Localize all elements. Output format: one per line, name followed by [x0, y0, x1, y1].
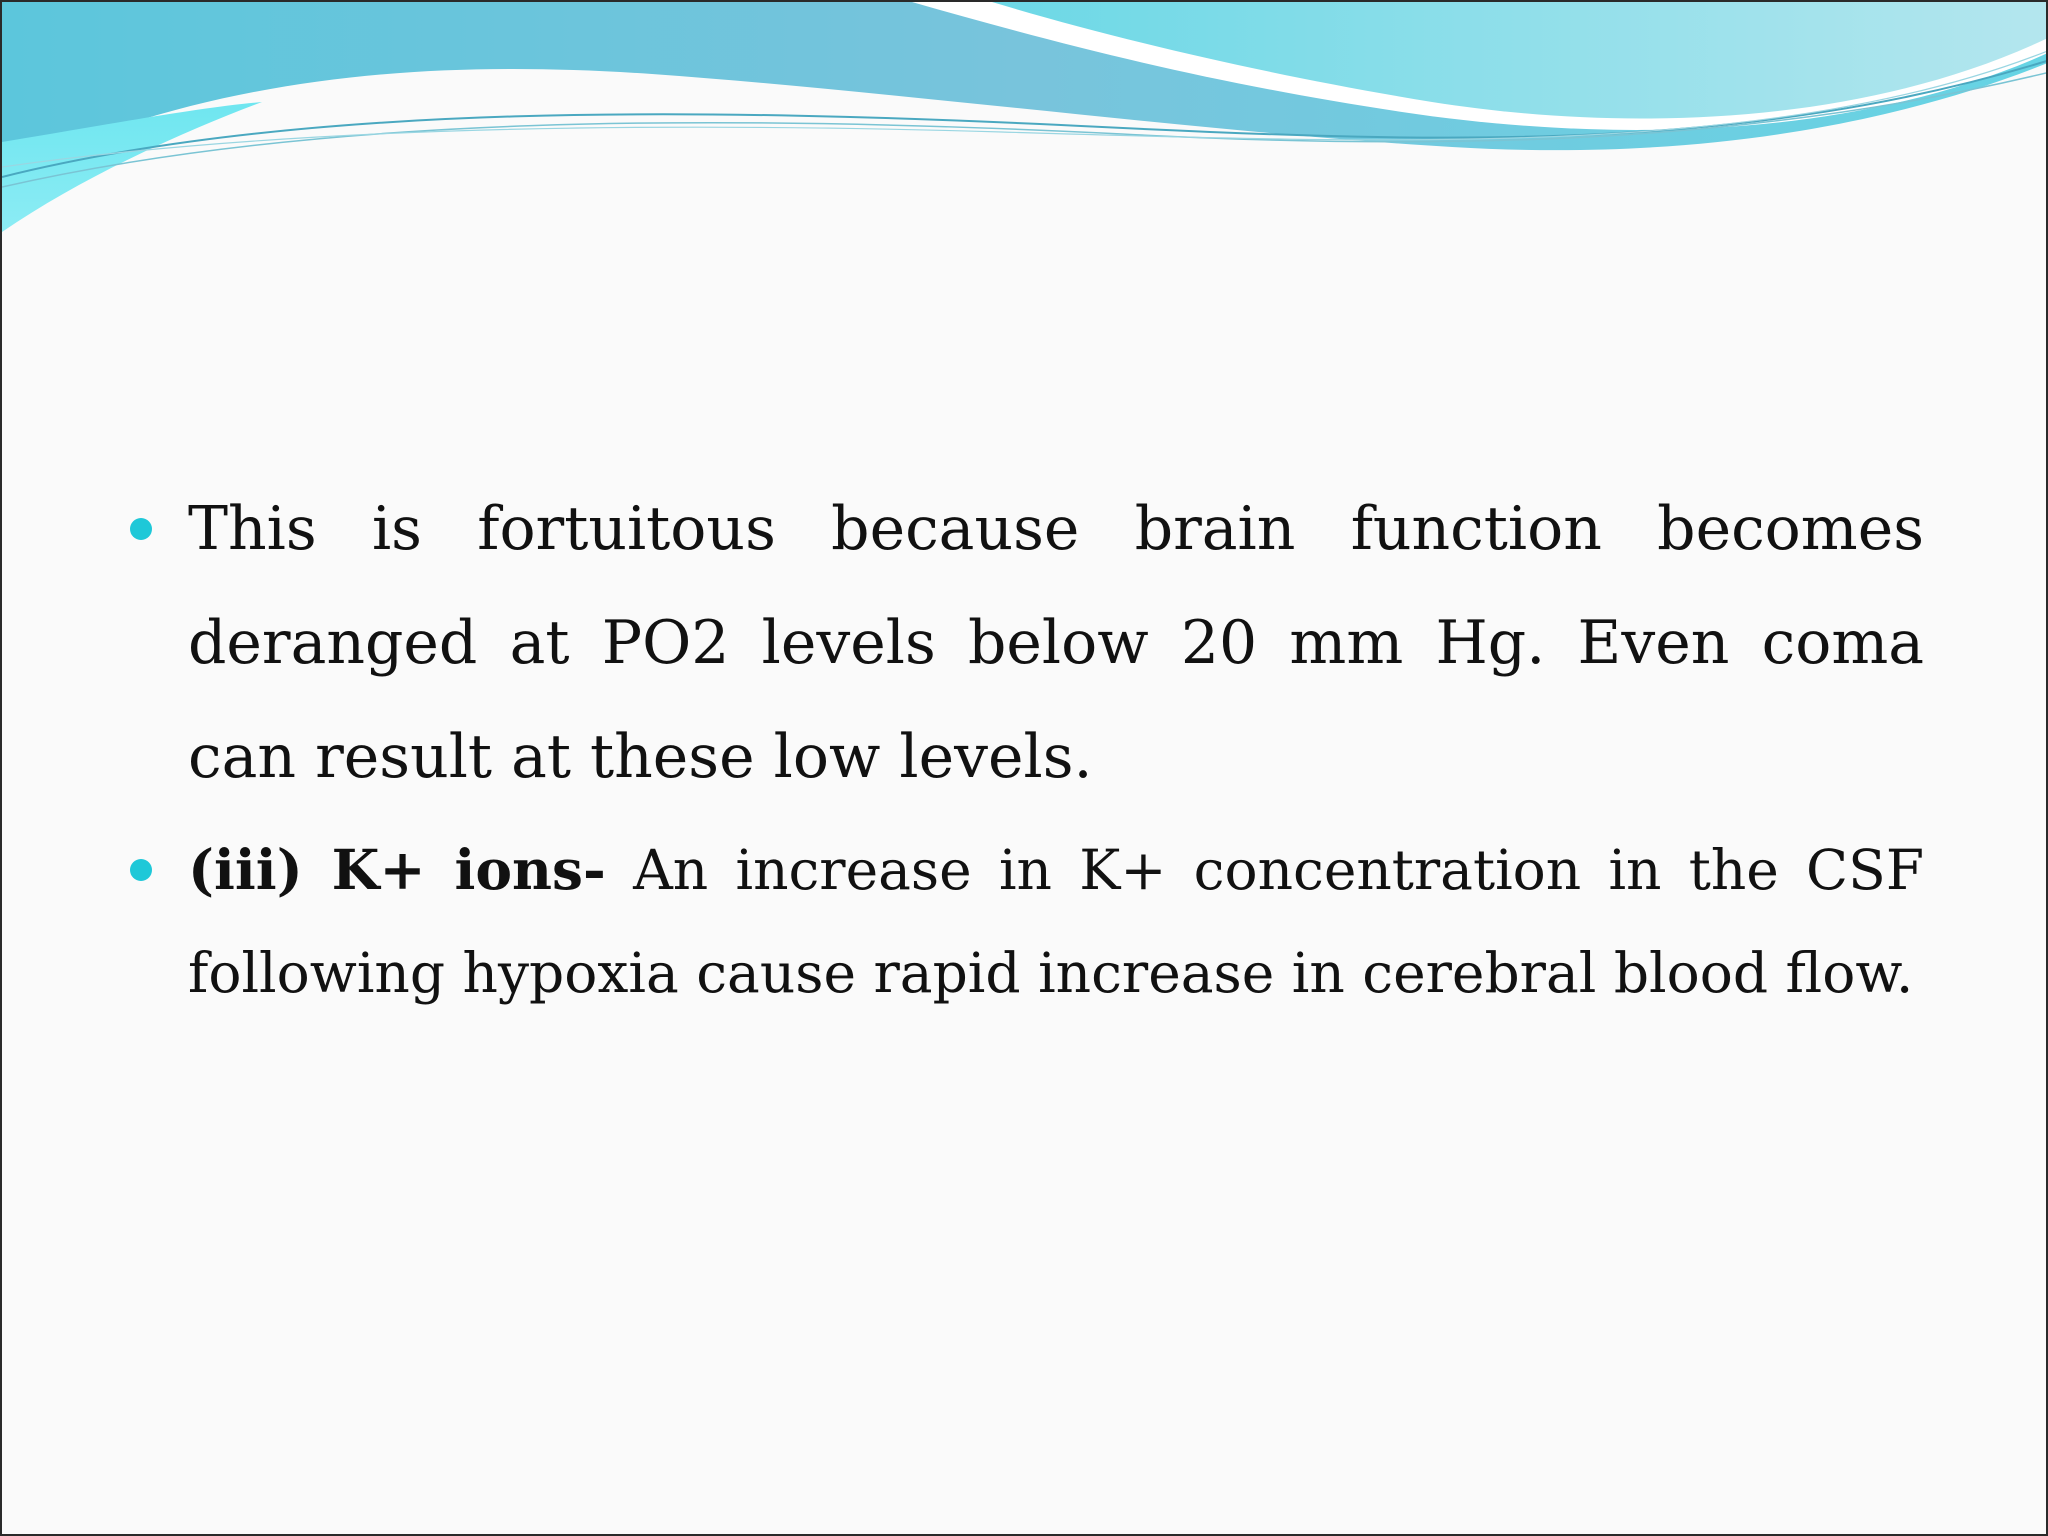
- bullet-text: This is fortuitous because brain function becomes deranged at PO2 levels below 20 mm Hg. Even coma can result at these low levels.: [188, 494, 1924, 792]
- bullet-text: An increase in K+ concentration in the CSF following hypoxia cause rapid increase in cerebral blood flow.: [188, 838, 1924, 1005]
- bullet-item: [122, 818, 1924, 1025]
- bullet-dot-icon: [130, 859, 152, 881]
- bullet-dot-icon: [130, 518, 152, 540]
- bullet-item: [122, 472, 1924, 814]
- bullet-lead-heading: (iii) K+ ions-: [188, 837, 606, 902]
- bullet-list: [122, 472, 1924, 1025]
- header-wave-decoration: [2, 2, 2048, 242]
